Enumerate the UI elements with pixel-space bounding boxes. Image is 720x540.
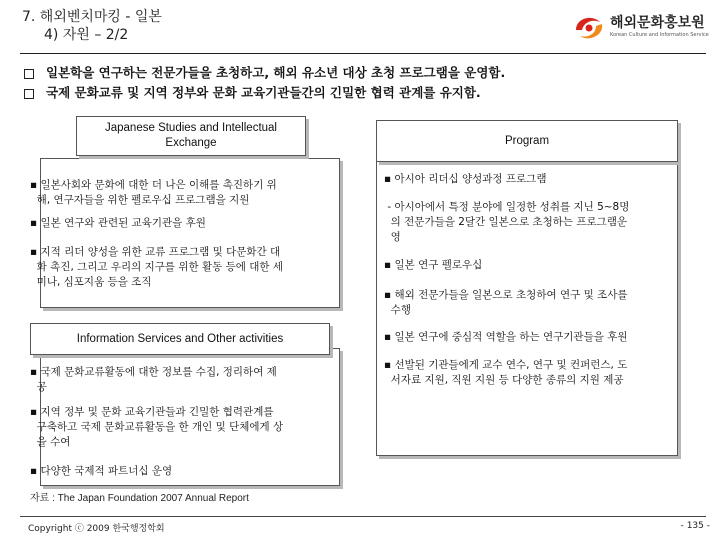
item-line: 수행 — [384, 304, 411, 316]
program-item — [384, 330, 627, 345]
item-line: 화 촉진, 그리고 우리의 지구를 위한 활동 등에 대한 세 — [30, 261, 284, 273]
japanese-studies-item — [30, 216, 206, 231]
summary-bullet-text: 일본학을 연구하는 전문가들을 초청하고, 해외 유소년 대상 초청 프로그램을 운영함. — [46, 65, 506, 80]
summary-bullets — [24, 64, 714, 104]
program-item — [384, 200, 629, 245]
summary-bullet-text: 국제 문화교류 및 지역 정부와 문화 교육기관들간의 긴밀한 협력 관계를 유지함. — [46, 85, 481, 100]
item-line: 을 수여 — [30, 436, 71, 448]
program-item — [384, 358, 627, 388]
checkbox-square-icon — [24, 89, 34, 99]
information-services-item — [30, 464, 172, 479]
japanese-studies-item — [30, 178, 277, 208]
summary-bullet — [24, 64, 714, 84]
item-line: ▪ 선발된 기관들에게 교수 연수, 연구 및 컨퍼런스, 도 — [384, 359, 628, 371]
checkbox-square-icon — [24, 69, 34, 79]
item-line: 구축하고 국제 문화교류활동을 한 개인 및 단체에게 상 — [30, 421, 284, 433]
item-line: ▪ 국제 문화교류활동에 대한 정보를 수집, 정리하여 제 — [30, 366, 277, 378]
item-line: ▪ 지적 리더 양성을 위한 교류 프로그램 및 다문화간 대 — [30, 246, 281, 258]
summary-bullet — [24, 84, 714, 104]
item-line: 서자료 지원, 직원 지원 등 다양한 종류의 지원 제공 — [384, 374, 624, 386]
item-line: ▪ 일본사회와 문화에 대한 더 나은 이해를 촉진하기 위 — [30, 179, 277, 191]
footer-divider — [20, 516, 706, 517]
item-line: ▪ 다양한 국제적 파트너십 운영 — [30, 465, 173, 477]
item-line: 의 전문가들을 2달간 일본으로 초청하는 프로그램운 — [384, 216, 628, 228]
japanese-studies-item — [30, 245, 283, 290]
kocis-swirl-logo-icon — [572, 12, 606, 42]
page-title — [22, 8, 162, 44]
japanese-studies-header-line-1: Japanese Studies and Intellectual — [105, 122, 277, 134]
program-item — [384, 258, 482, 273]
item-line: ▪ 일본 연구 펠로우십 — [384, 259, 483, 271]
logo-name: 해외문화홍보원 — [610, 15, 705, 31]
information-services-item — [30, 405, 283, 450]
item-line: ▪ 일본 연구와 관련된 교육기관을 후원 — [30, 217, 206, 229]
information-services-item — [30, 365, 277, 395]
item-line: 해, 연구자들을 위한 펠로우십 프로그램을 지원 — [30, 194, 250, 206]
program-item — [384, 172, 546, 187]
item-line: 공 — [30, 381, 47, 393]
item-line: ▪ 일본 연구에 중심적 역할을 하는 연구기관들을 후원 — [384, 331, 628, 343]
item-line: - 아시아에서 특정 분야에 일정한 성취를 지닌 5~8명 — [384, 201, 630, 213]
information-services-header — [30, 323, 330, 355]
copyright-text: Copyright ⓒ 2009 한국행정학회 — [28, 524, 165, 534]
title-line-2: 4) 자원 – 2/2 — [44, 27, 129, 43]
item-line: ▪ 아시아 리더십 양성과정 프로그램 — [384, 173, 547, 185]
item-line: 미나, 심포지움 등을 조직 — [30, 276, 152, 288]
kocis-logo — [572, 10, 709, 44]
logo-english-name: Korean Culture and Information Service — [610, 32, 709, 38]
japanese-studies-header-line-2: Exchange — [165, 137, 217, 149]
item-line: ▪ 지역 정부 및 문화 교육기관들과 긴밀한 협력관계를 — [30, 406, 274, 418]
item-line: 영 — [384, 231, 401, 243]
program-item — [384, 288, 627, 318]
information-services-header-text: Information Services and Other activities — [76, 332, 284, 345]
item-line: ▪ 해외 전문가들을 일본으로 초청하여 연구 및 조사를 — [384, 289, 628, 301]
header-divider — [20, 53, 706, 54]
program-header — [376, 120, 678, 162]
source-note: 자료 : The Japan Foundation 2007 Annual Report — [30, 493, 249, 504]
title-line-1: 7. 해외벤치마킹 - 일본 — [22, 9, 162, 25]
page-number: - 135 - — [680, 521, 710, 531]
program-header-text: Program — [504, 134, 550, 147]
japanese-studies-header — [76, 116, 306, 156]
